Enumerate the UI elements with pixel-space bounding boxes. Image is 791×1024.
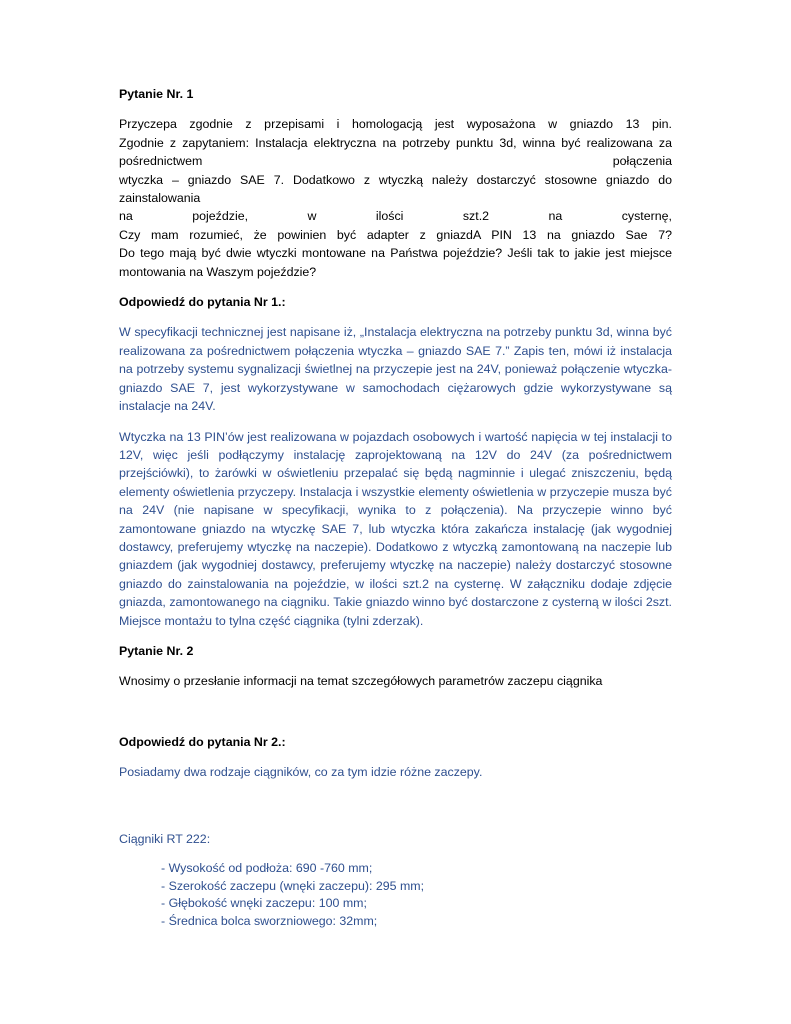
question-1-line: Zgodnie z zapytaniem: Instalacja elektryczna na potrzeby punktu 3d, winna być realizowana za bbox=[119, 135, 672, 150]
question-1-line: Czy mam rozumieć, że powinien być adapter z gniazdA PIN 13 na gniazdo Sae 7? bbox=[119, 227, 672, 242]
question-2-heading: Pytanie Nr. 2 bbox=[119, 643, 194, 658]
question-1-line-part: połączenia bbox=[612, 154, 672, 169]
answer-1-heading: Odpowiedź do pytania Nr 1.: bbox=[119, 295, 286, 310]
spacer bbox=[119, 794, 672, 830]
question-1-line: na pojeździe, w ilości szt.2 na cysternę, bbox=[119, 209, 672, 224]
question-1-line: wtyczka – gniazdo SAE 7. Dodatkowo z wtyczką należy dostarczyć stosowne gniazdo do bbox=[119, 172, 672, 187]
answer-1-paragraph-1: W specyfikacji technicznej jest napisane iż, „Instalacja elektryczna na potrzeby punktu 3d, winna być realizowana za pośrednictwem połączenia wtyczka – gniazdo SAE 7.” Zapis ten, mówi iż instalacja na potrzeby systemu sygnalizacji świetlnej na przyczepie jest na 24V, ponieważ połączenie wtyczka-gniazdo SAE 7, jest wykorzystywane w samochodach ciężarowych gdzie wykorzystywane są instalacje na 24V. bbox=[119, 325, 672, 414]
question-2-text: Wnosimy o przesłanie informacji na temat szczegółowych parametrów zaczepu ciągnika bbox=[119, 674, 603, 689]
answer-2-text: Posiadamy dwa rodzaje ciągników, co za tym idzie różne zaczepy. bbox=[119, 765, 483, 780]
answer-2-subheading: Ciągniki RT 222: bbox=[119, 831, 211, 846]
document-page bbox=[119, 85, 672, 930]
spec-list-item: - Wysokość od podłoża: 690 -760 mm; bbox=[161, 861, 373, 875]
question-1-heading: Pytanie Nr. 1 bbox=[119, 87, 194, 101]
question-1-line: Do tego mają być dwie wtyczki montowane na Państwa pojeździe? Jeśli tak to jakie jest miejsce bbox=[119, 246, 672, 261]
question-1-line: zainstalowania bbox=[119, 191, 201, 206]
question-1-line: Przyczepa zgodnie z przepisami i homologacją jest wyposażona w gniazdo 13 pin. bbox=[119, 117, 672, 132]
spec-list-item: - Głębokość wnęki zaczepu: 100 mm; bbox=[161, 896, 367, 911]
spec-list-item: - Szerokość zaczepu (wnęki zaczepu): 295 mm; bbox=[161, 878, 425, 893]
question-1-line: montowania na Waszym pojeździe? bbox=[119, 264, 317, 279]
question-1-text bbox=[119, 115, 672, 281]
question-1-line bbox=[119, 152, 672, 170]
question-1-line-part: pośrednictwem bbox=[119, 154, 203, 169]
spec-list bbox=[119, 860, 672, 930]
spec-list-item: - Średnica bolca sworzniowego: 32mm; bbox=[161, 913, 378, 928]
answer-2-heading: Odpowiedź do pytania Nr 2.: bbox=[119, 734, 286, 749]
spacer bbox=[119, 703, 672, 733]
answer-1-paragraph-2: Wtyczka na 13 PIN’ów jest realizowana w pojazdach osobowych i wartość napięcia w tej instalacji to 12V, więc jeśli podłączymy instalację zaprojektowaną na 12V do 24V (za pośrednictwem przejściówki), to żarówki w oświetleniu przepalać się będą nagminnie i ulegać zniszczeniu, będą elementy oświetlenia przyczepy. Instalacja i wszystkie elementy oświetlenia w przyczepie musza być na 24V (nie napisane w specyfikacji, wynika to z połączenia). Na przyczepie winno być zamontowane gniazdo na wtyczkę SAE 7, lub wtyczka która zakańcza instalację (jak wygodniej dostawcy, preferujemy wtyczkę na naczepie). Dodatkowo z wtyczką zamontowaną na naczepie lub gniazdem (jak wygodniej dostawcy, preferujemy wtyczkę na naczepie) należy dostarczyć stosowne gniazdo do zainstalowania na pojeździe, w ilości szt.2 na cysternę. W załączniku dodaje zdjęcie gniazda, zamontowanego na ciągniku. Takie gniazdo winno być dostarczone z cysterną w ilości 2szt. Miejsce montażu to tylna część ciągnika (tylni zderzak). bbox=[119, 429, 672, 628]
